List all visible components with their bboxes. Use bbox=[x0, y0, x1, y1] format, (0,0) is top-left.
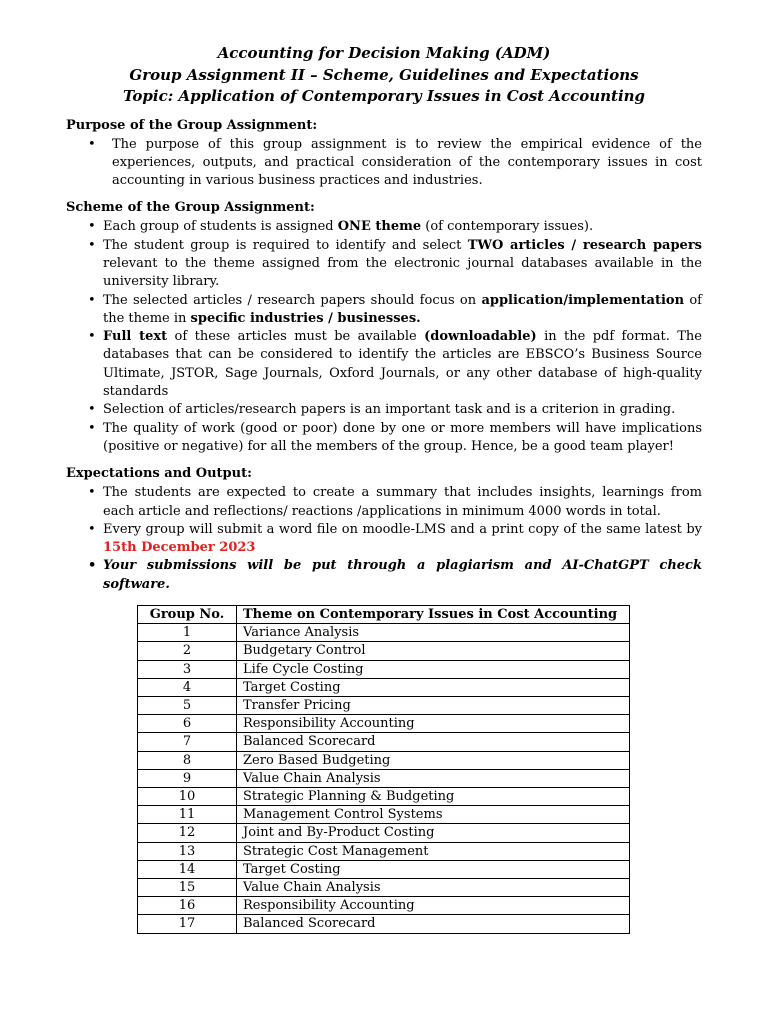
table-row bbox=[138, 715, 630, 733]
theme: Variance Analysis bbox=[237, 624, 630, 642]
group-no: 4 bbox=[138, 678, 237, 696]
table-row bbox=[138, 697, 630, 715]
expectations-item-1: • The students are expected to create a summary that includes insights, learnings from each article and reflections/ reactions /applications in minimum 4000 words in total. bbox=[103, 484, 702, 521]
scheme-heading: Scheme of the Group Assignment: bbox=[66, 200, 315, 216]
scheme-list bbox=[66, 218, 702, 456]
table-row bbox=[138, 769, 630, 787]
assignment-title: Group Assignment II – Scheme, Guidelines and Expectations bbox=[129, 65, 639, 84]
table-row bbox=[138, 733, 630, 751]
text: in the pdf format. The databases that can be considered to identify the articles are EBSCO’s Business Source Ultimate, JSTOR, Sage Journals, Oxford Journals, or any other database of high-quality standards bbox=[103, 329, 702, 400]
table-header-row bbox=[138, 606, 630, 624]
theme: Target Costing bbox=[237, 860, 630, 878]
table-row bbox=[138, 624, 630, 642]
table-row bbox=[138, 642, 630, 660]
theme: Strategic Planning & Budgeting bbox=[237, 788, 630, 806]
group-no: 15 bbox=[138, 879, 237, 897]
group-no: 16 bbox=[138, 897, 237, 915]
group-no: 7 bbox=[138, 733, 237, 751]
table-row bbox=[138, 897, 630, 915]
scheme-item-5: • Selection of articles/research papers is an important task and is a criterion in grading. bbox=[103, 401, 702, 419]
course-title: Accounting for Decision Making (ADM) bbox=[217, 44, 551, 62]
table-row bbox=[138, 842, 630, 860]
emphasis: TWO articles / research papers bbox=[467, 237, 702, 253]
group-no: 17 bbox=[138, 915, 237, 933]
expectations-list bbox=[66, 484, 702, 594]
table-row bbox=[138, 788, 630, 806]
table-row bbox=[138, 824, 630, 842]
scheme-item-4 bbox=[103, 328, 702, 401]
table-row bbox=[138, 660, 630, 678]
group-no: 12 bbox=[138, 824, 237, 842]
group-no: 14 bbox=[138, 860, 237, 878]
emphasis: (downloadable) bbox=[424, 329, 537, 345]
group-no: 1 bbox=[138, 624, 237, 642]
text: Each group of students is assigned bbox=[103, 219, 338, 235]
text: (of contemporary issues). bbox=[421, 219, 594, 235]
scheme-item-2 bbox=[103, 237, 702, 292]
purpose-item: • The purpose of this group assignment is to review the empirical evidence of the experiences, outputs, and practical consideration of the contemporary issues in cost accounting in various business practices and industries. bbox=[112, 136, 702, 191]
text: The student group is required to identify and select bbox=[103, 237, 468, 253]
group-no: 8 bbox=[138, 751, 237, 769]
text: of the theme in bbox=[103, 292, 702, 326]
purpose-list bbox=[66, 136, 702, 191]
theme: Strategic Cost Management bbox=[237, 842, 630, 860]
theme: Value Chain Analysis bbox=[237, 769, 630, 787]
group-no: 13 bbox=[138, 842, 237, 860]
emphasis: application/implementation bbox=[481, 292, 685, 308]
theme: Zero Based Budgeting bbox=[237, 751, 630, 769]
emphasis: ONE theme bbox=[337, 219, 422, 235]
theme: Joint and By-Product Costing bbox=[237, 824, 630, 842]
deadline-date: 15th December 2023 bbox=[103, 540, 256, 556]
group-no: 3 bbox=[138, 660, 237, 678]
scheme-item-1 bbox=[103, 218, 702, 236]
theme: Target Costing bbox=[237, 678, 630, 696]
group-no: 11 bbox=[138, 806, 237, 824]
group-no: 9 bbox=[138, 769, 237, 787]
scheme-item-6: • The quality of work (good or poor) done by one or more members will have implications (positive or negative) for all the members of the group. Hence, be a good team player! bbox=[103, 420, 702, 457]
text: relevant to the theme assigned from the electronic journal databases available in the university library. bbox=[103, 255, 702, 290]
title-block bbox=[66, 43, 702, 108]
text: Every group will submit a word file on moodle-LMS and a print copy of the same latest by bbox=[103, 521, 702, 537]
header-group-no: Group No. bbox=[138, 606, 237, 624]
theme: Responsibility Accounting bbox=[237, 715, 630, 733]
scheme-item-3 bbox=[103, 292, 702, 329]
expectations-item-2 bbox=[103, 521, 702, 558]
text: The selected articles / research papers should focus on bbox=[103, 292, 482, 308]
group-no: 10 bbox=[138, 788, 237, 806]
expectations-item-3: • Your submissions will be put through a plagiarism and AI-ChatGPT check software. bbox=[103, 557, 702, 594]
purpose-heading: Purpose of the Group Assignment: bbox=[66, 117, 318, 133]
theme: Responsibility Accounting bbox=[237, 897, 630, 915]
theme: Life Cycle Costing bbox=[237, 660, 630, 678]
theme: Transfer Pricing bbox=[237, 697, 630, 715]
table-row bbox=[138, 678, 630, 696]
emphasis: specific industries / businesses. bbox=[190, 310, 421, 326]
theme: Balanced Scorecard bbox=[237, 915, 630, 933]
table-row bbox=[138, 915, 630, 933]
header-theme: Theme on Contemporary Issues in Cost Accounting bbox=[237, 606, 630, 624]
group-no: 6 bbox=[138, 715, 237, 733]
expectations-heading: Expectations and Output: bbox=[66, 466, 252, 482]
text: of these articles must be available bbox=[167, 329, 425, 345]
theme: Management Control Systems bbox=[237, 806, 630, 824]
group-no: 5 bbox=[138, 697, 237, 715]
table-row bbox=[138, 751, 630, 769]
table-row bbox=[138, 806, 630, 824]
emphasis: Full text bbox=[103, 329, 168, 345]
table-row bbox=[138, 860, 630, 878]
topic-title: Topic: Application of Contemporary Issues in Cost Accounting bbox=[122, 87, 646, 105]
table-row bbox=[138, 879, 630, 897]
group-theme-table bbox=[137, 605, 630, 934]
theme: Balanced Scorecard bbox=[237, 733, 630, 751]
group-no: 2 bbox=[138, 642, 237, 660]
theme: Value Chain Analysis bbox=[237, 879, 630, 897]
theme: Budgetary Control bbox=[237, 642, 630, 660]
